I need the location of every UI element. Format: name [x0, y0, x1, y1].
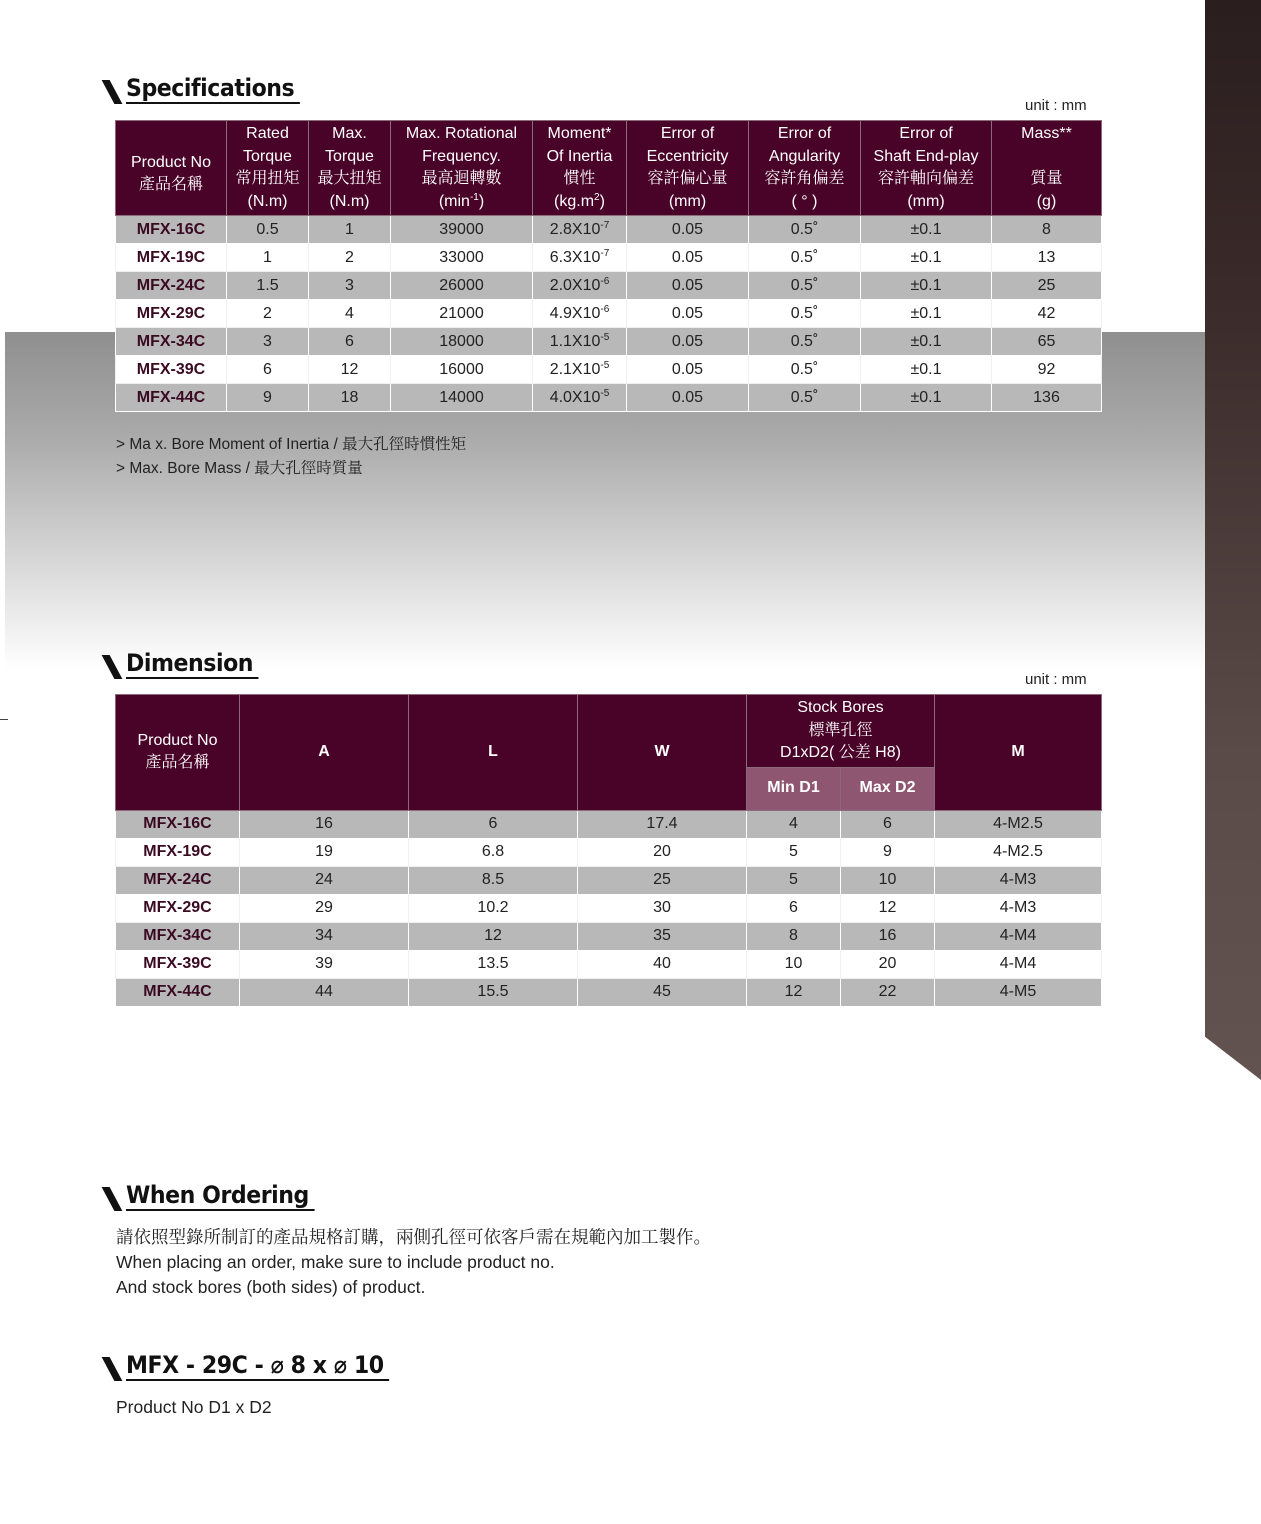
max-frequency-cell: 16000	[391, 356, 533, 384]
dimension-header-row	[116, 695, 1102, 768]
header-m: M	[935, 695, 1102, 811]
product-no-cell: MFX-44C	[116, 978, 240, 1006]
dimension-unit: unit : mm	[1025, 671, 1087, 688]
max-frequency-cell: 21000	[391, 300, 533, 328]
example-heading	[104, 1351, 412, 1381]
eccentricity-cell: 0.05	[627, 384, 749, 412]
end-play-cell: ±0.1	[861, 328, 992, 356]
angularity-cell: 0.5˚	[749, 216, 861, 244]
l-cell: 10.2	[409, 894, 578, 922]
end-play-cell: ±0.1	[861, 300, 992, 328]
end-play-cell: ±0.1	[861, 356, 992, 384]
min-d1-cell: 5	[747, 866, 841, 894]
rated-torque-cell: 6	[227, 356, 309, 384]
min-d1-cell: 5	[747, 838, 841, 866]
max-d2-cell: 12	[841, 894, 935, 922]
inertia-cell: $2.1X10^{-5}$	[533, 356, 627, 384]
table-row	[116, 244, 1102, 272]
mass-cell: 136	[992, 384, 1102, 412]
product-no-cell: MFX-24C	[116, 272, 227, 300]
dimension-table	[115, 694, 1102, 1007]
angularity-cell: 0.5˚	[749, 244, 861, 272]
max-frequency-cell: 33000	[391, 244, 533, 272]
mass-cell: 8	[992, 216, 1102, 244]
heading-slash-icon	[102, 1357, 123, 1381]
inertia-cell: $1.1X10^{-5}$	[533, 328, 627, 356]
angularity-cell: 0.5˚	[749, 384, 861, 412]
max-frequency-cell: 26000	[391, 272, 533, 300]
table-row	[116, 922, 1102, 950]
end-play-cell: ±0.1	[861, 384, 992, 412]
product-no-cell: MFX-19C	[116, 838, 240, 866]
min-d1-cell: 8	[747, 922, 841, 950]
mass-cell: 42	[992, 300, 1102, 328]
eccentricity-cell: 0.05	[627, 328, 749, 356]
product-no-cell: MFX-39C	[116, 356, 227, 384]
side-decorative-bar	[1205, 0, 1261, 1080]
product-no-cell: MFX-16C	[116, 810, 240, 838]
m-cell: 4-M2.5	[935, 810, 1102, 838]
max-d2-cell: 10	[841, 866, 935, 894]
product-no-cell: MFX-44C	[116, 384, 227, 412]
header-stock-bores: Stock Bores 標準孔徑 D1xD2( 公差 H8)	[747, 695, 935, 768]
specifications-header-row	[116, 121, 1102, 216]
max-frequency-cell: 18000	[391, 328, 533, 356]
max-torque-cell: 1	[309, 216, 391, 244]
heading-slash-icon	[102, 80, 123, 104]
rated-torque-cell: 3	[227, 328, 309, 356]
header-min-d1: Min D1	[747, 767, 841, 810]
table-row	[116, 978, 1102, 1006]
a-cell: 34	[240, 922, 409, 950]
m-cell: 4-M4	[935, 950, 1102, 978]
m-cell: 4-M4	[935, 922, 1102, 950]
header-max-torque: Max. Torque 最大扭矩 (N.m)	[309, 121, 391, 216]
table-row	[116, 894, 1102, 922]
table-row	[116, 300, 1102, 328]
ordering-title: When Ordering	[126, 1182, 314, 1211]
table-row	[116, 950, 1102, 978]
angularity-cell: 0.5˚	[749, 356, 861, 384]
product-no-cell: MFX-34C	[116, 328, 227, 356]
max-frequency-cell: 39000	[391, 216, 533, 244]
m-cell: 4-M2.5	[935, 838, 1102, 866]
rated-torque-cell: 9	[227, 384, 309, 412]
header-a: A	[240, 695, 409, 811]
w-cell: 25	[578, 866, 747, 894]
header-error-angularity: Error of Angularity 容許角偏差 ( ° )	[749, 121, 861, 216]
a-cell: 29	[240, 894, 409, 922]
inertia-cell: $2.0X10^{-6}$	[533, 272, 627, 300]
angularity-cell: 0.5˚	[749, 272, 861, 300]
example-code: MFX - 29C - ⌀ 8 x ⌀ 10	[126, 1352, 389, 1381]
a-cell: 39	[240, 950, 409, 978]
max-torque-cell: 3	[309, 272, 391, 300]
specifications-unit: unit : mm	[1025, 97, 1087, 114]
w-cell: 35	[578, 922, 747, 950]
dimension-title: Dimension	[126, 650, 259, 679]
header-product-no: Product No 產品名稱	[116, 695, 240, 811]
m-cell: 4-M3	[935, 894, 1102, 922]
w-cell: 30	[578, 894, 747, 922]
table-row	[116, 356, 1102, 384]
mass-cell: 25	[992, 272, 1102, 300]
table-row	[116, 810, 1102, 838]
header-rated-torque: Rated Torque 常用扭矩 (N.m)	[227, 121, 309, 216]
l-cell: 15.5	[409, 978, 578, 1006]
footnote-mass: > Max. Bore Mass / 最大孔徑時質量	[116, 460, 363, 477]
end-play-cell: ±0.1	[861, 244, 992, 272]
inertia-cell: $4.9X10^{-6}$	[533, 300, 627, 328]
min-d1-cell: 4	[747, 810, 841, 838]
eccentricity-cell: 0.05	[627, 244, 749, 272]
max-d2-cell: 22	[841, 978, 935, 1006]
header-error-shaft-end-play: Error of Shaft End-play 容許軸向偏差 (mm)	[861, 121, 992, 216]
rated-torque-cell: 2	[227, 300, 309, 328]
dimension-heading	[104, 649, 270, 679]
product-no-cell: MFX-24C	[116, 866, 240, 894]
header-max-rotational-frequency: Max. Rotational Frequency. 最高迴轉數 $(\min^{-1})$	[391, 121, 533, 216]
mass-cell: 92	[992, 356, 1102, 384]
inertia-cell: $4.0X10^{-5}$	[533, 384, 627, 412]
header-error-eccentricity: Error of Eccentricity 容許偏心量 (mm)	[627, 121, 749, 216]
rated-torque-cell: 1	[227, 244, 309, 272]
m-cell: 4-M5	[935, 978, 1102, 1006]
specifications-table	[115, 120, 1102, 412]
max-frequency-cell: 14000	[391, 384, 533, 412]
rated-torque-cell: 1.5	[227, 272, 309, 300]
l-cell: 13.5	[409, 950, 578, 978]
m-cell: 4-M3	[935, 866, 1102, 894]
table-row	[116, 272, 1102, 300]
max-d2-cell: 20	[841, 950, 935, 978]
margin-tick-mark	[0, 719, 8, 720]
end-play-cell: ±0.1	[861, 272, 992, 300]
max-torque-cell: 6	[309, 328, 391, 356]
example-caption: Product No D1 x D2	[116, 1397, 272, 1417]
heading-slash-icon	[102, 655, 123, 679]
angularity-cell: 0.5˚	[749, 328, 861, 356]
product-no-cell: MFX-39C	[116, 950, 240, 978]
product-no-cell: MFX-29C	[116, 300, 227, 328]
inertia-cell: $2.8X10^{-7}$	[533, 216, 627, 244]
a-cell: 24	[240, 866, 409, 894]
ordering-line-1: When placing an order, make sure to include product no.	[116, 1252, 555, 1272]
eccentricity-cell: 0.05	[627, 272, 749, 300]
max-d2-cell: 6	[841, 810, 935, 838]
w-cell: 20	[578, 838, 747, 866]
max-torque-cell: 18	[309, 384, 391, 412]
header-product-no: Product No 產品名稱	[116, 121, 227, 216]
w-cell: 17.4	[578, 810, 747, 838]
specifications-title: Specifications	[126, 75, 300, 104]
header-w: W	[578, 695, 747, 811]
min-d1-cell: 10	[747, 950, 841, 978]
a-cell: 44	[240, 978, 409, 1006]
min-d1-cell: 6	[747, 894, 841, 922]
table-row	[116, 866, 1102, 894]
mass-cell: 13	[992, 244, 1102, 272]
eccentricity-cell: 0.05	[627, 300, 749, 328]
table-row	[116, 328, 1102, 356]
angularity-cell: 0.5˚	[749, 300, 861, 328]
mass-cell: 65	[992, 328, 1102, 356]
ordering-heading	[104, 1181, 331, 1211]
w-cell: 40	[578, 950, 747, 978]
l-cell: 6.8	[409, 838, 578, 866]
min-d1-cell: 12	[747, 978, 841, 1006]
header-l: L	[409, 695, 578, 811]
max-torque-cell: 4	[309, 300, 391, 328]
specifications-heading	[104, 74, 315, 104]
w-cell: 45	[578, 978, 747, 1006]
footnote-inertia: > Ma x. Bore Moment of Inertia / 最大孔徑時慣性矩	[116, 436, 467, 453]
eccentricity-cell: 0.05	[627, 216, 749, 244]
max-torque-cell: 12	[309, 356, 391, 384]
a-cell: 19	[240, 838, 409, 866]
max-torque-cell: 2	[309, 244, 391, 272]
header-max-d2: Max D2	[841, 767, 935, 810]
header-moment-of-inertia: Moment* Of Inertia 慣性 $(kg.m^2)$	[533, 121, 627, 216]
product-no-cell: MFX-34C	[116, 922, 240, 950]
l-cell: 6	[409, 810, 578, 838]
a-cell: 16	[240, 810, 409, 838]
header-mass: Mass** 質量 (g)	[992, 121, 1102, 216]
max-d2-cell: 16	[841, 922, 935, 950]
product-no-cell: MFX-29C	[116, 894, 240, 922]
ordering-line-2: And stock bores (both sides) of product.	[116, 1277, 426, 1297]
product-no-cell: MFX-19C	[116, 244, 227, 272]
end-play-cell: ±0.1	[861, 216, 992, 244]
table-row	[116, 384, 1102, 412]
heading-slash-icon	[102, 1187, 123, 1211]
table-row	[116, 216, 1102, 244]
rated-torque-cell: 0.5	[227, 216, 309, 244]
eccentricity-cell: 0.05	[627, 356, 749, 384]
l-cell: 12	[409, 922, 578, 950]
l-cell: 8.5	[409, 866, 578, 894]
inertia-cell: $6.3X10^{-7}$	[533, 244, 627, 272]
max-d2-cell: 9	[841, 838, 935, 866]
table-row	[116, 838, 1102, 866]
ordering-line-chinese: 請依照型錄所制訂的產品規格訂購，兩側孔徑可依客戶需在規範內加工製作。	[116, 1227, 711, 1247]
product-no-cell: MFX-16C	[116, 216, 227, 244]
